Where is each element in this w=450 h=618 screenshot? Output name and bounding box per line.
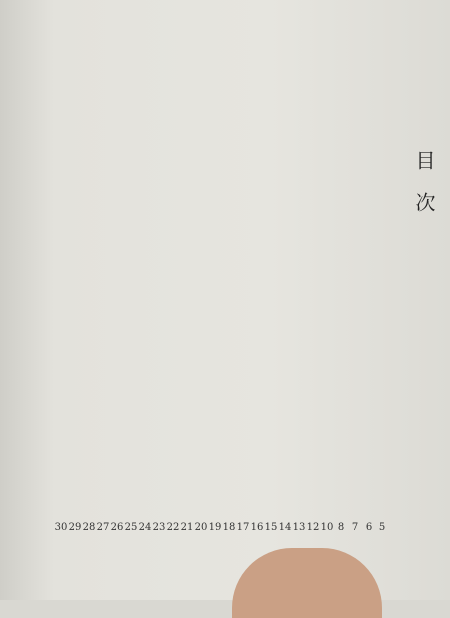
page-number: 20 — [194, 522, 208, 533]
page-number: 24 — [138, 522, 152, 533]
page-number: 16 — [250, 522, 264, 533]
toc-entry — [166, 10, 180, 516]
page-number: 28 — [82, 522, 96, 533]
toc-entry — [138, 10, 152, 516]
toc-entry — [292, 10, 306, 516]
toc-entry — [68, 10, 82, 516]
toc-entry — [264, 10, 278, 516]
page-number: 18 — [222, 522, 236, 533]
page-number: 29 — [68, 522, 82, 533]
page-number: 12 — [306, 522, 320, 533]
page-number: 10 — [320, 522, 334, 533]
page-number: 15 — [264, 522, 278, 533]
toc-entry — [236, 10, 250, 516]
toc-entry — [362, 10, 376, 516]
toc-entry — [96, 10, 110, 516]
toc-entry — [348, 10, 362, 516]
page-number: 23 — [152, 522, 166, 533]
page-number: 30 — [54, 522, 68, 533]
toc-entry — [54, 10, 68, 516]
toc-entry — [124, 10, 138, 516]
page-number: 8 — [337, 522, 345, 533]
toc-entry — [180, 10, 194, 516]
toc-entry — [194, 10, 208, 516]
page-number: 14 — [278, 522, 292, 533]
toc-entry — [250, 10, 264, 516]
page-number: 26 — [110, 522, 124, 533]
page-number: 27 — [96, 522, 110, 533]
toc-entry — [222, 10, 236, 516]
toc-entry — [82, 10, 96, 516]
page-title: 目次 — [412, 150, 436, 234]
page-number: 19 — [208, 522, 222, 533]
page-number: 13 — [292, 522, 306, 533]
page-number: 22 — [166, 522, 180, 533]
toc-entry — [306, 10, 320, 516]
page-number: 17 — [236, 522, 250, 533]
page-number: 6 — [365, 522, 373, 533]
toc-entry — [278, 10, 292, 516]
page-number: 25 — [124, 522, 138, 533]
toc-entry — [152, 10, 166, 516]
page-number: 7 — [351, 522, 359, 533]
toc-entry — [334, 10, 348, 516]
page-number: 5 — [378, 522, 386, 533]
toc-entry — [208, 10, 222, 516]
page-number: 21 — [180, 522, 194, 533]
thumb-photo-region — [232, 548, 382, 618]
toc-entry — [110, 10, 124, 516]
toc-entry — [375, 10, 389, 516]
toc-entry — [320, 10, 334, 516]
